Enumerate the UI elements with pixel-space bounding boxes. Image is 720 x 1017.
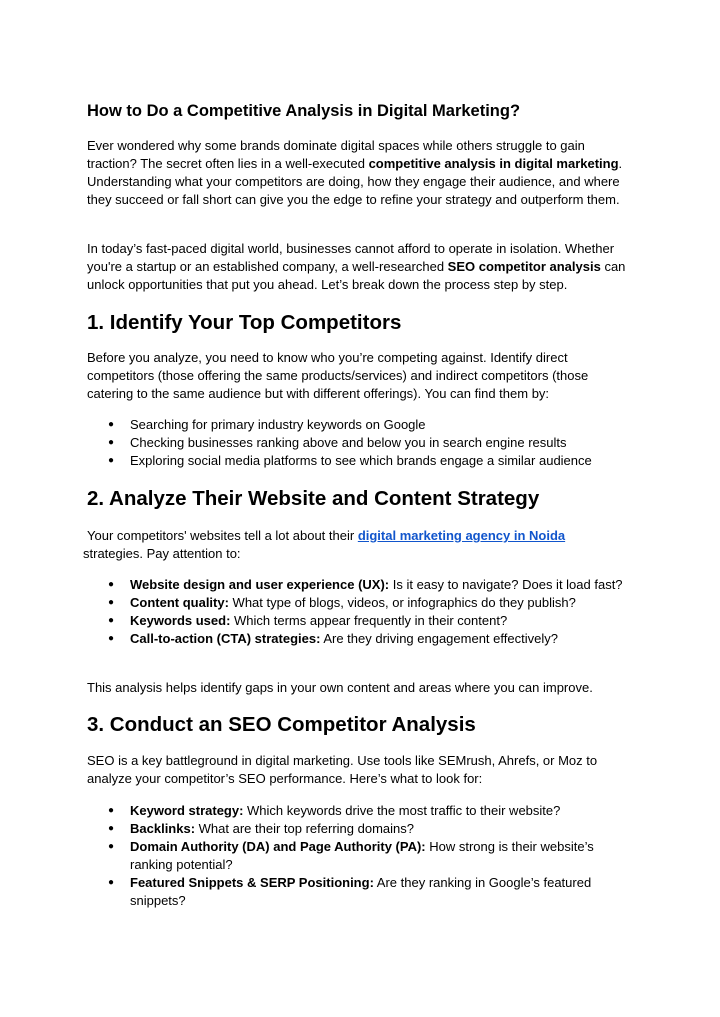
list-item-label: Content quality:	[130, 595, 229, 610]
list-item-text: Are they driving engagement effectively?	[320, 631, 558, 646]
section2-closing-text: This analysis helps identify gaps in your own content and areas where you can improve.	[87, 680, 593, 695]
list-item-label: Domain Authority (DA) and Page Authority (PA):	[130, 839, 426, 854]
section1-text: Before you analyze, you need to know who you’re competing against. Identify direct competitors (those offering the same products/services) and indirect competitors (those catering to the same audience but with different offerings). You can find them by:	[87, 350, 589, 401]
bullet-icon: ●	[108, 615, 115, 626]
list-item-label: Keywords used:	[130, 613, 231, 628]
list-item-text: Is it easy to navigate? Does it load fast?	[389, 577, 623, 592]
section-heading-3: 3. Conduct an SEO Competitor Analysis	[87, 713, 476, 736]
list-item-text: How strong is their website’s ranking potential?	[130, 839, 594, 872]
bullet-icon: ●	[108, 437, 115, 448]
list-item-label: Backlinks:	[130, 821, 196, 836]
bullet-icon: ●	[108, 579, 115, 590]
intro-text: Ever wondered why some brands dominate digital spaces while others struggle to gain traction? The secret often lies in a well-executed	[87, 138, 585, 171]
bullet-icon: ●	[108, 597, 115, 608]
list-item-text: Which terms appear frequently in their content?	[230, 613, 508, 628]
agency-link[interactable]: digital marketing agency in Noida	[357, 528, 566, 543]
intro-text-cont: . Understanding what your competitors are doing, how they engage their audience, and where they succeed or fall short can give you the edge to refine your strategy and outperform them.	[87, 156, 623, 207]
section1-paragraph	[87, 349, 635, 403]
section-heading-1: 1. Identify Your Top Competitors	[87, 311, 402, 334]
intro-paragraph-1	[87, 137, 635, 209]
list-item	[87, 434, 635, 452]
list-item	[87, 576, 635, 594]
intro-paragraph-2	[87, 240, 635, 294]
section3-paragraph	[87, 752, 635, 788]
list-item	[87, 612, 635, 630]
bullet-icon: ●	[108, 841, 115, 852]
list-item-text: Searching for primary industry keywords on Google	[130, 417, 426, 432]
bullet-icon: ●	[108, 455, 115, 466]
list-item	[87, 802, 635, 820]
list-item-text: Checking businesses ranking above and below you in search engine results	[130, 435, 567, 450]
list-item-label: Featured Snippets & SERP Positioning:	[130, 875, 374, 890]
section3-text: SEO is a key battleground in digital marketing. Use tools like SEMrush, Ahrefs, or Moz to analyze your competitor’s SEO performance. Here’s what to look for:	[87, 753, 598, 786]
bullet-icon: ●	[108, 805, 115, 816]
section-heading-2: 2. Analyze Their Website and Content Strategy	[87, 487, 540, 510]
list-item-text: Exploring social media platforms to see which brands engage a similar audience	[130, 453, 592, 468]
list-item	[87, 630, 635, 648]
list-item	[87, 594, 635, 612]
list-item-label: Website design and user experience (UX):	[130, 577, 390, 592]
section2-text: Your competitors' websites tell a lot about their	[87, 528, 358, 543]
list-item-text: What type of blogs, videos, or infographics do they publish?	[228, 595, 576, 610]
list-item	[87, 874, 635, 910]
section3-list	[87, 802, 635, 910]
section1-list	[87, 416, 635, 470]
bullet-icon: ●	[108, 633, 115, 644]
list-item-label: Keyword strategy:	[130, 803, 244, 818]
section2-text-cont: strategies. Pay attention to:	[83, 546, 241, 561]
section2-closing	[87, 679, 635, 697]
intro2-text: In today’s fast-paced digital world, businesses cannot afford to operate in isolation. Whether you're a startup or an established company, a well-researched	[87, 241, 615, 274]
list-item	[87, 838, 635, 874]
list-item	[87, 416, 635, 434]
list-item-text: Which keywords drive the most traffic to their website?	[243, 803, 561, 818]
list-item	[87, 452, 635, 470]
list-item-text: Are they ranking in Google’s featured snippets?	[130, 875, 592, 908]
section2-list	[87, 576, 635, 648]
intro2-text-cont: can unlock opportunities that put you ahead. Let’s break down the process step by step.	[87, 259, 626, 292]
bullet-icon: ●	[108, 419, 115, 430]
page-title: How to Do a Competitive Analysis in Digital Marketing?	[87, 102, 521, 120]
list-item	[87, 820, 635, 838]
bullet-icon: ●	[108, 877, 115, 888]
intro-bold-phrase: competitive analysis in digital marketing	[368, 156, 619, 171]
bullet-icon: ●	[108, 823, 115, 834]
section2-paragraph	[83, 527, 635, 563]
intro2-bold-phrase: SEO competitor analysis	[447, 259, 601, 274]
list-item-label: Call-to-action (CTA) strategies:	[130, 631, 321, 646]
list-item-text: What are their top referring domains?	[195, 821, 414, 836]
